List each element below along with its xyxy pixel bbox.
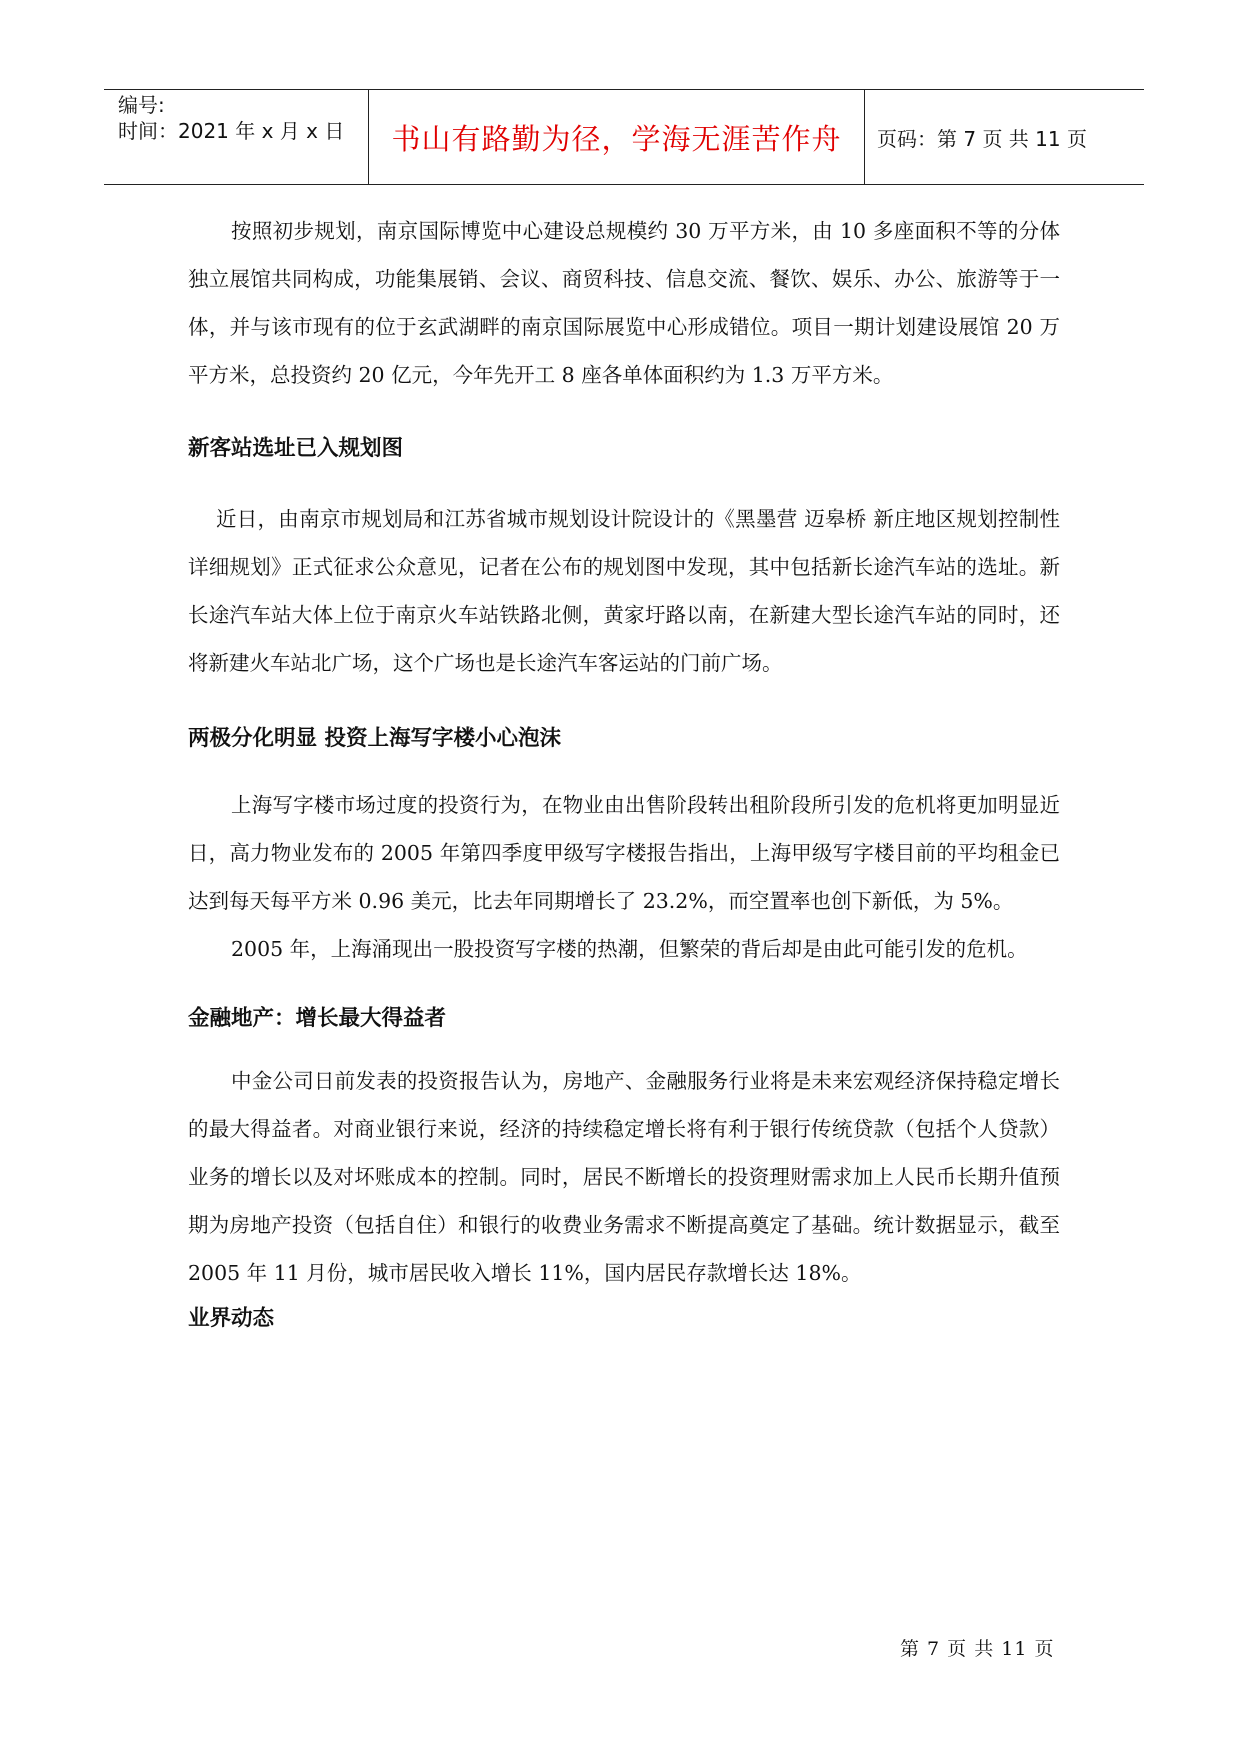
header-motto: 书山有路勤为径，学海无涯苦作舟	[391, 121, 842, 156]
document-header	[104, 89, 1144, 185]
paragraph-shanghai-office-a: 上海写字楼市场过度的投资行为，在物业由出售阶段转出租阶段所引发的危机将更加明显近日，高力物业发布的 2005 年第四季度甲级写字楼报告指出，上海甲级写字楼目前的平均租金已达到每天每平方米 0.96 美元，比去年同期增长了 23.2%，而空置率也创下新低，为 5%。	[188, 793, 1060, 913]
header-motto-cell	[369, 90, 865, 184]
document-number-label: 编号:	[118, 93, 165, 117]
page-footer: 第 7 页 共 11 页	[900, 1638, 1055, 1660]
intro-paragraph: 按照初步规划，南京国际博览中心建设总规模约 30 万平方米，由 10 多座面积不等的分体独立展馆共同构成，功能集展销、会议、商贸科技、信息交流、餐饮、娱乐、办公、旅游等于一体，并与该市现有的位于玄武湖畔的南京国际展览中心形成错位。项目一期计划建设展馆 20 万平方米，总投资约 20 亿元，今年先开工 8 座各单体面积约为 1.3 万平方米。	[188, 219, 1060, 387]
paragraph-shanghai-office-b: 2005 年，上海涌现出一股投资写字楼的热潮，但繁荣的背后却是由此可能引发的危机。	[231, 937, 1028, 961]
document-body	[188, 207, 1060, 1335]
paragraph-finance-realestate: 中金公司日前发表的投资报告认为，房地产、金融服务行业将是未来宏观经济保持稳定增长的最大得益者。对商业银行来说，经济的持续稳定增长将有利于银行传统贷款（包括个人贷款）业务的增长以及对坏账成本的控制。同时，居民不断增长的投资理财需求加上人民币长期升值预期为房地产投资（包括自住）和银行的收费业务需求不断提高奠定了基础。统计数据显示，截至 2005 年 11 月份，城市居民收入增长 11%，国内居民存款增长达 18%。	[188, 1069, 1060, 1285]
document-time-label: 时间：2021 年 x 月 x 日	[118, 119, 345, 143]
paragraph-new-station: 近日，由南京市规划局和江苏省城市规划设计院设计的《黑墨营 迈皋桥 新庄地区规划控制性详细规划》正式征求公众意见，记者在公布的规划图中发现，其中包括新长途汽车站的选址。新长途汽车站大体上位于南京火车站铁路北侧，黄家圩路以南，在新建大型长途汽车站的同时，还将新建火车站北广场，这个广场也是长途汽车客运站的门前广场。	[188, 507, 1060, 675]
header-page-code: 页码：第 7 页 共 11 页	[877, 126, 1087, 151]
header-page-cell	[865, 90, 1144, 184]
header-info-cell	[104, 90, 369, 184]
section-heading-industry-news: 业界动态	[188, 1306, 275, 1331]
section-heading-shanghai-office: 两极分化明显 投资上海写字楼小心泡沫	[188, 726, 561, 751]
section-heading-new-station: 新客站选址已入规划图	[188, 436, 404, 461]
section-heading-finance-realestate: 金融地产：增长最大得益者	[188, 1006, 447, 1031]
